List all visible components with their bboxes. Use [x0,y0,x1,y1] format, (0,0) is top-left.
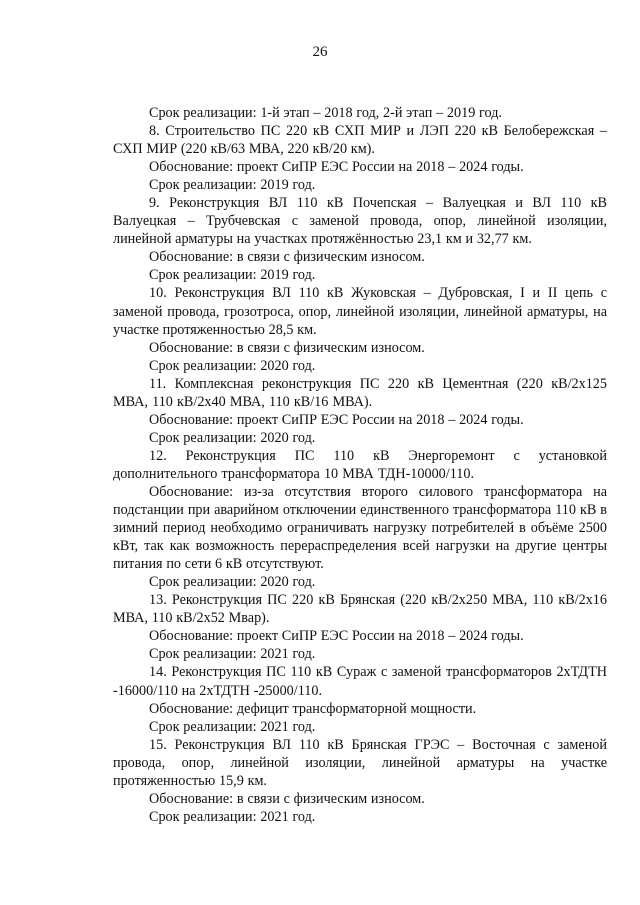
paragraph-deadline: Срок реализации: 2021 год. [149,646,316,663]
paragraph-stage-deadline: Срок реализации: 1-й этап – 2018 год, 2-й этап – 2019 год. [149,105,502,121]
paragraph-item-8: 8. Строительство ПС 220 кВ СХП МИР и ЛЭП 220 кВ Белобережская – СХП МИР (220 кВ/63 МВА, 220 кВ/20 км). [113,123,607,158]
paragraph-item-12: 12. Реконструкция ПС 110 кВ Энергоремонт с установкой дополнительного трансформатора 10 МВА ТДН-10000/110. [113,447,607,482]
paragraph-justification: Обоснование: в связи с физическим износом. [149,339,425,356]
paragraph-deadline: Срок реализации: 2020 год. [149,357,316,374]
paragraph-item-14: 14. Реконструкция ПС 110 кВ Сураж с заменой трансформаторов 2хТДТН -16000/110 на 2хТДТН -25000/110. [113,664,607,699]
document-body [113,104,607,826]
paragraph-justification: Обоснование: проект СиПР ЕЭС России на 2018 – 2024 годы. [149,159,524,176]
paragraph-justification: Обоснование: в связи с физическим износом. [149,790,425,807]
paragraph-justification: Обоснование: проект СиПР ЕЭС России на 2018 – 2024 годы. [149,411,524,428]
paragraph-item-15: 15. Реконструкция ВЛ 110 кВ Брянская ГРЭС – Восточная с заменой провода, опор, линейной изоляции, линейной арматуры на участке протяженностью 15,9 км. [113,736,607,789]
page-number: 26 [312,44,328,60]
paragraph-item-13: 13. Реконструкция ПС 220 кВ Брянская (220 кВ/2х250 МВА, 110 кВ/2х16 МВА, 110 кВ/2х52 Мвар). [113,592,607,627]
paragraph-item-10: 10. Реконструкция ВЛ 110 кВ Жуковская – Дубровская, I и II цепь с заменой провода, грозотроса, опор, линейной изоляции, линейной арматуры, на участке протяженностью 28,5 км. [113,285,607,338]
paragraph-justification: Обоснование: в связи с физическим износом. [149,249,425,266]
paragraph-justification: Обоснование: дефицит трансформаторной мощности. [149,700,477,717]
paragraph-deadline: Срок реализации: 2019 год. [149,267,316,284]
paragraph-item-9: 9. Реконструкция ВЛ 110 кВ Почепская – Валуецкая и ВЛ 110 кВ Валуецкая – Трубчевская с заменой провода, опор, линейной изоляции, линейной арматуры на участках протяжённостью 23,1 км и 32,77 км. [113,195,607,248]
paragraph-justification: Обоснование: из-за отсутствия второго силового трансформатора на подстанции при аварийном отключении единственного трансформатора 110 кВ в зимний период необходимо ограничивать нагрузку потребителей в объёме 2500 кВт, так как возможность перераспределения всей нагрузки на другие центры питания по сети 6 кВ отсутствуют. [113,483,607,573]
paragraph-deadline: Срок реализации: 2019 год. [149,177,316,194]
paragraph-deadline: Срок реализации: 2020 год. [149,429,316,446]
paragraph-justification: Обоснование: проект СиПР ЕЭС России на 2018 – 2024 годы. [149,628,524,645]
paragraph-item-11: 11. Комплексная реконструкция ПС 220 кВ Цементная (220 кВ/2х125 МВА, 110 кВ/2х40 МВА, 110 кВ/16 МВА). [113,375,607,410]
paragraph-deadline: Срок реализации: 2020 год. [149,574,316,591]
paragraph-deadline: Срок реализации: 2021 год. [149,718,316,735]
paragraph-deadline: Срок реализации: 2021 год. [149,808,316,825]
